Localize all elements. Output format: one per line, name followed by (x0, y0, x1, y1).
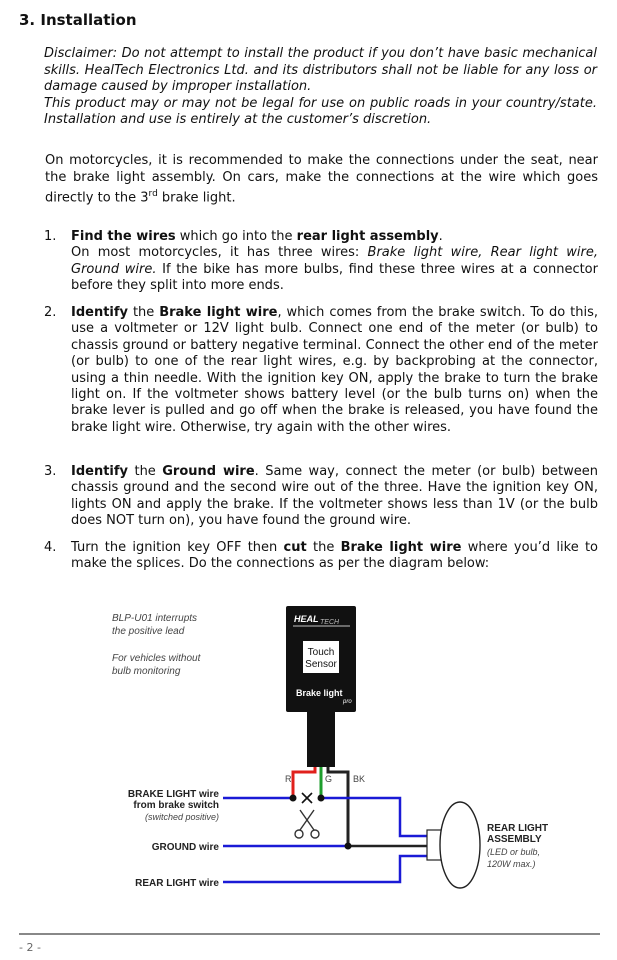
diagram-note: bulb monitoring (112, 666, 181, 677)
assembly-note: 120W max.) (487, 859, 536, 869)
assembly-label: REAR LIGHT (487, 823, 549, 834)
brake-wire-label: BRAKE LIGHT wire (127, 789, 219, 800)
step-bold: rear light assembly (296, 229, 439, 244)
brake-light-wire-out (321, 798, 427, 836)
step-number: 4. (44, 540, 57, 555)
step-text: the (306, 540, 341, 555)
disclaimer-text: Disclaimer: Do not attempt to install the product if you don’t have basic mechanical skills. HealTech Electronics Ltd. and its distributors shall not be liable for any loss or damage caused by improper installation. (44, 46, 597, 95)
step-3 (44, 464, 598, 530)
product-suffix: pro (343, 699, 352, 705)
step-text: , which comes from the brake switch. To do this, use a voltmeter or 12V light bulb. Connect one end of the meter (or bulb) to chassis ground or battery negative terminal. Connect the other end of the meter (or bulb) to one of the rear light wires, e.g. by backprobing at the connector, using a thin needle. With the ignition key ON, apply the brake to turn the brake light on. If the voltmeter shows battery level (or the bulb turns on) when the brake lever is pulled and go off when the brake is released, you have found the brake light wire. Otherwise, try again with the other wires. (71, 305, 598, 435)
diagram-note: BLP-U01 interrupts (112, 613, 198, 624)
device-cable (307, 712, 335, 767)
scissors-icon (295, 810, 319, 838)
wire-label-bk: BK (353, 774, 366, 784)
wire-label-r: R (285, 774, 292, 784)
step-text: the (128, 305, 160, 320)
step-text: On most motorcycles, it has three wires: (71, 245, 368, 261)
step-text: the (128, 464, 163, 479)
legal-notice: This product may or may not be legal for use on public roads in your country/state. Installation and use is entirely at the customer’s discretion. (44, 95, 597, 128)
step-text: If the bike has more bulbs, find these three wires at a connector before they split into more ends. (71, 261, 598, 294)
step-4 (44, 540, 598, 573)
step-bold: Brake light wire (340, 540, 462, 555)
step-bold: Identify (71, 305, 129, 320)
rear-wire-label: REAR LIGHT wire (135, 878, 219, 889)
wire-label-g: G (325, 774, 333, 784)
disclaimer (44, 46, 597, 129)
step-1 (44, 229, 598, 295)
step-text: Turn the ignition key OFF then (71, 540, 284, 555)
wiring-diagram (0, 595, 617, 905)
step-text: where you’d like to make the splices. Do the connections as per the diagram below: (71, 540, 598, 572)
page-number: - 2 - (19, 941, 41, 954)
step-number: 1. (44, 229, 57, 244)
brake-wire-label: from brake switch (133, 800, 219, 811)
rear-light-icon (440, 802, 480, 888)
step-number: 2. (44, 305, 57, 320)
brake-wire-note: (switched positive) (144, 812, 219, 822)
ground-wire-label: GROUND wire (151, 842, 219, 853)
footer-divider (19, 933, 600, 935)
step-bold: cut (283, 540, 307, 555)
step-2 (44, 305, 598, 436)
intro-text-end: brake light. (157, 190, 236, 206)
product-name: Brake light (296, 688, 343, 698)
healtech-logo: TECH (320, 619, 340, 626)
step-bold: Brake light wire (159, 305, 278, 320)
step-bold: Ground wire (162, 464, 255, 479)
diagram-note: For vehicles without (112, 653, 201, 664)
step-bold: Find the wires (71, 229, 176, 244)
step-number: 3. (44, 464, 57, 479)
intro-paragraph (45, 153, 598, 207)
intro-superscript: rd (148, 189, 158, 200)
assembly-note: (LED or bulb, (487, 847, 541, 857)
step-text: which go into the (175, 229, 297, 244)
section-heading: 3. Installation (19, 11, 137, 29)
step-text: . Same way, connect the meter (or bulb) between chassis ground and the second wire out of the three. Have the ignition key ON, lights ON and apply the brake. If the voltmeter shows less than 1V (or the bulb does NOT turn on), you have found the ground wire. (71, 464, 598, 529)
touch-sensor-label: Sensor (305, 659, 337, 670)
intro-text: On motorcycles, it is recommended to make the connections under the seat, near the brake light assembly. On cars, make the connections at the wire which goes directly to the 3 (45, 153, 598, 206)
touch-sensor-label: Touch (307, 647, 335, 658)
assembly-label: ASSEMBLY (487, 834, 542, 845)
rear-light-wire (223, 856, 427, 882)
step-bold: Identify (71, 464, 129, 479)
healtech-logo: HEAL (294, 614, 319, 624)
step-text: . (438, 229, 443, 244)
diagram-note: the positive lead (112, 626, 185, 637)
step-italic: Brake light wire, Rear light wire, Ground wire. (71, 245, 599, 277)
